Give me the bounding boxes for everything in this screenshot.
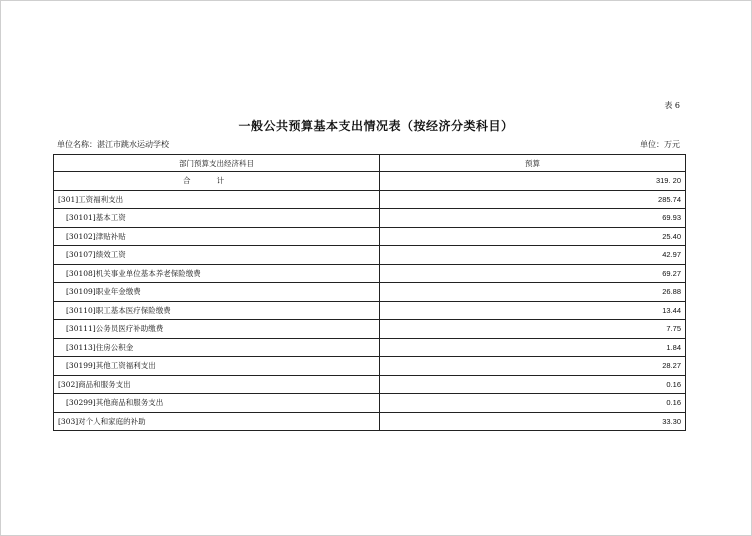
table-row — [54, 412, 686, 431]
row-name: [303]对个人和家庭的补助 — [54, 412, 380, 431]
row-value: 319. 20 — [380, 172, 686, 191]
table-header-row — [54, 155, 686, 172]
row-value: 69.27 — [380, 264, 686, 283]
row-value: 69.93 — [380, 209, 686, 228]
row-value: 28.27 — [380, 357, 686, 376]
row-value: 13.44 — [380, 301, 686, 320]
table-row-total — [54, 172, 686, 191]
table-row — [54, 320, 686, 339]
row-name: [30110]职工基本医疗保险缴费 — [54, 301, 380, 320]
row-name: [30108]机关事业单位基本养老保险缴费 — [54, 264, 380, 283]
currency-unit-label: 单位：万元 — [640, 140, 680, 149]
row-name: [30107]绩效工资 — [54, 246, 380, 265]
row-value: 33.30 — [380, 412, 686, 431]
unit-name-label: 单位名称：湛江市跳水运动学校 — [57, 140, 169, 149]
row-name: [30111]公务员医疗补助缴费 — [54, 320, 380, 339]
table-row — [54, 301, 686, 320]
page-title: 一般公共预算基本支出情况表（按经济分类科目） — [238, 119, 514, 133]
row-name: [30199]其他工资福利支出 — [54, 357, 380, 376]
row-name: 合计 — [54, 172, 380, 191]
header-budget: 预算 — [380, 155, 686, 172]
row-name: [30109]职业年金缴费 — [54, 283, 380, 302]
row-value: 26.88 — [380, 283, 686, 302]
budget-table — [53, 154, 686, 431]
table-row — [54, 264, 686, 283]
row-name: [301]工资福利支出 — [54, 190, 380, 209]
row-name: [30101]基本工资 — [54, 209, 380, 228]
table-row — [54, 227, 686, 246]
row-value: 285.74 — [380, 190, 686, 209]
row-name: [302]商品和服务支出 — [54, 375, 380, 394]
row-value: 1.84 — [380, 338, 686, 357]
table-row — [54, 283, 686, 302]
table-number: 表 6 — [664, 101, 680, 110]
table-row — [54, 375, 686, 394]
table-row — [54, 338, 686, 357]
row-value: 0.16 — [380, 375, 686, 394]
table-row — [54, 190, 686, 209]
row-name: [30102]津贴补贴 — [54, 227, 380, 246]
table-row — [54, 246, 686, 265]
row-value: 7.75 — [380, 320, 686, 339]
table-row — [54, 394, 686, 413]
header-economic-item: 部门预算支出经济科目 — [54, 155, 380, 172]
table-row — [54, 209, 686, 228]
table-row — [54, 357, 686, 376]
row-value: 0.16 — [380, 394, 686, 413]
row-name: [30299]其他商品和服务支出 — [54, 394, 380, 413]
row-value: 42.97 — [380, 246, 686, 265]
row-value: 25.40 — [380, 227, 686, 246]
row-name: [30113]住房公积金 — [54, 338, 380, 357]
